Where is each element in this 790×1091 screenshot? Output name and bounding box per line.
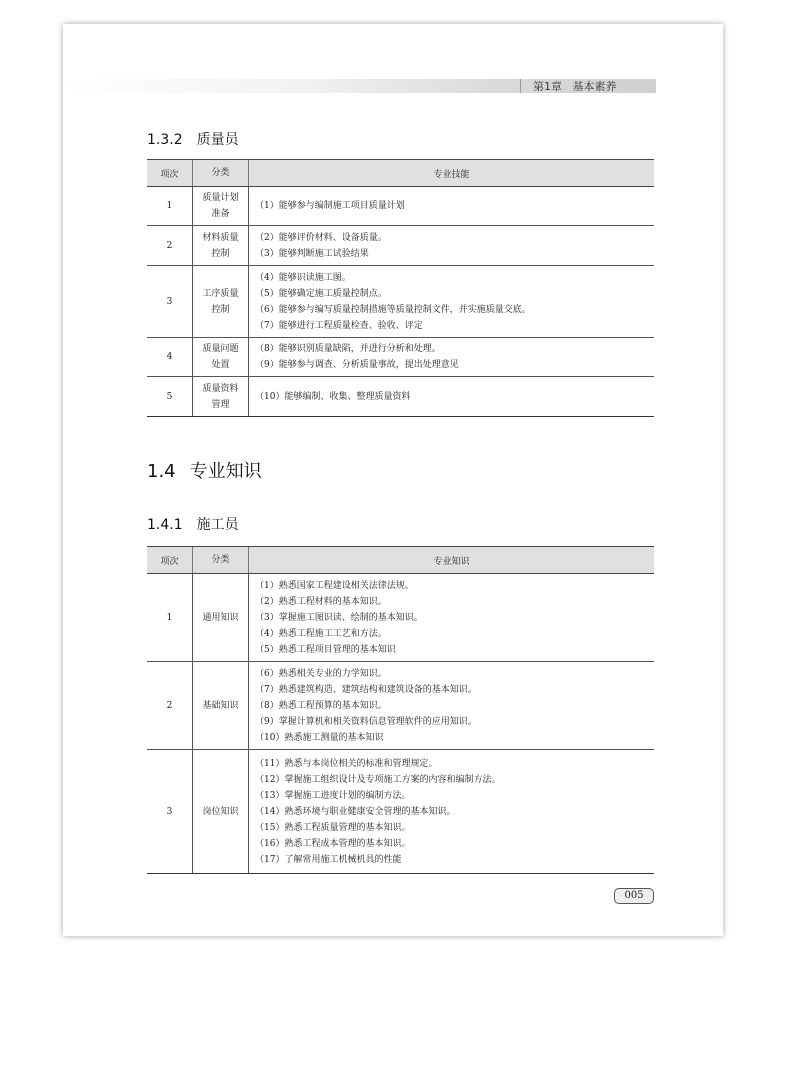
row-content (249, 338, 655, 377)
category-line: 质量问题 (202, 344, 239, 354)
table-row (147, 750, 654, 874)
row-category (193, 574, 249, 662)
content-line: （14）熟悉环境与职业健康安全管理的基本知识。 (255, 806, 456, 817)
row-content (249, 574, 655, 662)
construction-knowledge-table (147, 546, 654, 874)
quality-skills-table (147, 159, 654, 417)
category-line: 岗位知识 (202, 806, 239, 817)
section-heading-1-4 (147, 457, 262, 483)
content-line: （2）熟悉工程材料的基本知识。 (255, 596, 387, 607)
page-number: 005 (614, 888, 654, 904)
row-category (193, 226, 249, 266)
content-line: （5）熟悉工程项目管理的基本知识 (255, 644, 396, 655)
col-header-index: 项次 (147, 160, 193, 187)
content-line: （3）能够判断施工试验结果 (255, 248, 369, 259)
row-content (249, 187, 655, 226)
category-line: 质量计划 (202, 193, 239, 203)
content-line: （3）掌握施工图识读、绘制的基本知识。 (255, 612, 423, 623)
category-line: 控制 (211, 304, 230, 315)
col-header-index: 项次 (147, 547, 193, 574)
category-line: 准备 (211, 209, 230, 219)
content-line: （1）能够参与编制施工项目质量计划 (255, 201, 405, 211)
row-index: 4 (147, 338, 193, 377)
content-line: （9）掌握计算机和相关资料信息管理软件的应用知识。 (255, 716, 477, 727)
section-title: 专业知识 (189, 461, 262, 482)
running-header (533, 78, 617, 94)
table-row (147, 266, 654, 338)
row-index: 2 (147, 226, 193, 266)
table-row (147, 187, 654, 226)
table-row (147, 226, 654, 266)
content-line: （8）能够识别质量缺陷，并进行分析和处理。 (255, 344, 441, 354)
row-index: 3 (147, 750, 193, 874)
row-content (249, 750, 655, 874)
col-header-category: 分类 (193, 547, 249, 574)
row-index: 3 (147, 266, 193, 338)
row-category (193, 662, 249, 750)
category-line: 质量资料 (202, 383, 239, 394)
content-line: （12）掌握施工组织设计及专项施工方案的内容和编制方法。 (255, 774, 501, 785)
content-line: （16）熟悉工程成本管理的基本知识。 (255, 838, 411, 849)
table-row (147, 338, 654, 377)
section-title: 质量员 (196, 132, 239, 148)
header-divider (520, 79, 521, 93)
content-line: （9）能够参与调查、分析质量事故，提出处理意见 (255, 360, 459, 370)
content-line: （4）能够识读施工图。 (255, 272, 351, 283)
book-page (63, 24, 723, 936)
category-line: 材料质量 (202, 232, 239, 243)
content-line: （8）熟悉工程预算的基本知识。 (255, 700, 387, 711)
content-line: （2）能够评价材料、设备质量。 (255, 232, 387, 243)
chapter-title: 基本素养 (572, 80, 617, 93)
row-index: 1 (147, 187, 193, 226)
row-index: 5 (147, 377, 193, 417)
section-number: 1.4 (147, 461, 176, 482)
row-content (249, 266, 655, 338)
col-header-content: 专业技能 (249, 160, 655, 187)
row-content (249, 662, 655, 750)
category-line: 控制 (211, 248, 230, 259)
section-title: 施工员 (196, 517, 239, 533)
table-row (147, 377, 654, 417)
category-line: 处置 (211, 360, 230, 370)
content-line: （17）了解常用施工机械机具的性能 (255, 854, 402, 865)
section-number: 1.4.1 (147, 517, 183, 533)
content-line: （11）熟悉与本岗位相关的标准和管理规定。 (255, 758, 438, 769)
content-line: （4）熟悉工程施工工艺和方法。 (255, 628, 387, 639)
section-number: 1.3.2 (147, 132, 183, 148)
content-line: （6）熟悉相关专业的力学知识。 (255, 668, 387, 679)
category-line: 通用知识 (202, 612, 239, 623)
table-row (147, 574, 654, 662)
col-header-content: 专业知识 (249, 547, 655, 574)
row-category (193, 266, 249, 338)
content-line: （10）熟悉施工测量的基本知识 (255, 732, 384, 743)
chapter-label: 第1章 (533, 80, 562, 93)
row-category (193, 187, 249, 226)
section-heading-1-4-1 (147, 514, 239, 534)
row-index: 1 (147, 574, 193, 662)
col-header-category: 分类 (193, 160, 249, 187)
content-line: （10）能够编制、收集、整理质量资料 (255, 391, 411, 402)
content-line: （1）熟悉国家工程建设相关法律法规。 (255, 580, 414, 591)
row-category (193, 377, 249, 417)
content-line: （7）能够进行工程质量检查、验收、评定 (255, 320, 423, 331)
category-line: 工序质量 (202, 288, 239, 299)
row-content (249, 226, 655, 266)
row-category (193, 338, 249, 377)
content-line: （13）掌握施工进度计划的编制方法。 (255, 790, 411, 801)
row-category (193, 750, 249, 874)
category-line: 管理 (211, 399, 230, 410)
content-line: （15）熟悉工程质量管理的基本知识。 (255, 822, 411, 833)
content-line: （5）能够确定施工质量控制点。 (255, 288, 387, 299)
row-index: 2 (147, 662, 193, 750)
category-line: 基础知识 (202, 700, 239, 711)
content-line: （7）熟悉建筑构造、建筑结构和建筑设备的基本知识。 (255, 684, 477, 695)
content-line: （6）能够参与编写质量控制措施等质量控制文件，并实施质量交底。 (255, 304, 531, 315)
table-row (147, 662, 654, 750)
section-heading-1-3-2 (147, 129, 239, 149)
row-content (249, 377, 655, 417)
